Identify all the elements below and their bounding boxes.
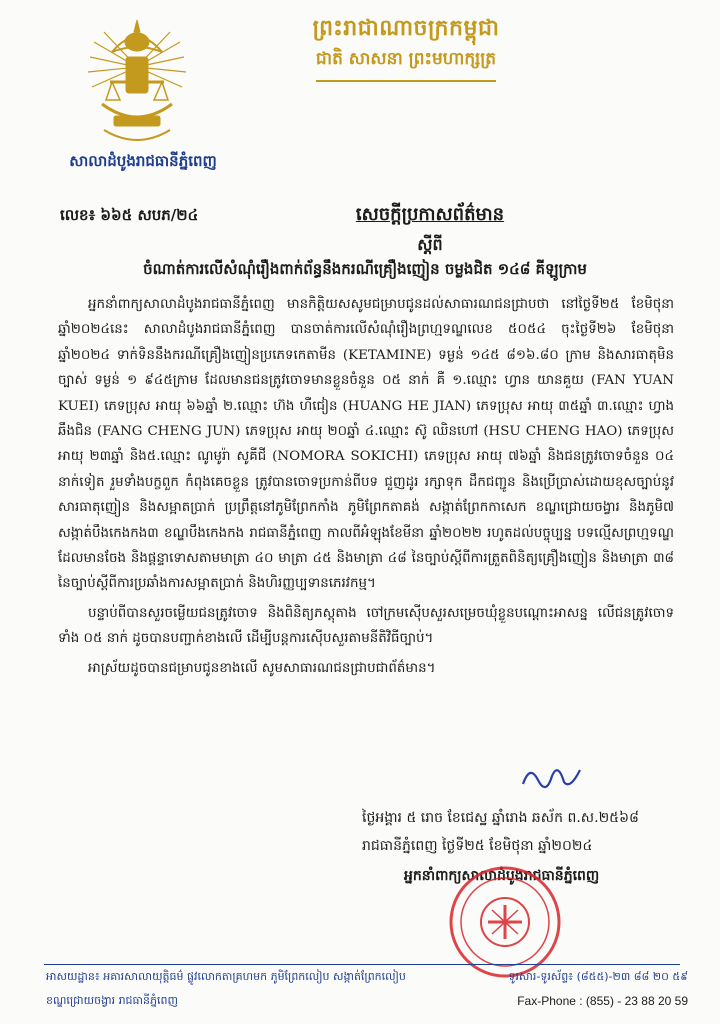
footer-address-line1: អាសយដ្ឋាន៖ អគារសាលាយុត្តិធម៌ ផ្លូវលោកតាគ្រហមក ភូមិព្រែកលៀប សង្កាត់ព្រែកលៀប [46,970,406,983]
footer-divider [44,964,680,965]
red-official-seal-icon [430,860,580,980]
motto-divider [316,80,496,82]
national-motto: ជាតិ សាសនា ព្រះមហាក្សត្រ [315,49,497,69]
paragraph-1: អ្នកនាំពាក្យសាលាដំបូងរាជធានីភ្នំពេញ មានកិត្តិយសសូមជម្រាបជូនដល់សាធារណជនជ្រាបថា នៅថ្ងៃទី២៥ ខែមិថុនា ឆ្នាំ២០២៤នេះ សាលាដំបូងរាជធានីភ្នំពេញ បានចាត់ការលើសំណុំរឿងព្រហ្មទណ្ឌលេខ ៥០៥៤ ចុះថ្ងៃទី២៦ ខែមិថុនា ឆ្នាំ២០២៤ ទាក់ទិននឹងករណីគ្រឿងញៀនប្រភេទកេតាមីន (KETAMINE) ទម្ងន់ ១៤៥ ៨១៦.៨០ ក្រាម និងសារធាតុមិនច្បាស់ ទម្ងន់ ១ ៩៤៥ក្រាម ដែលមានជនត្រូវចោទមានខ្លួនចំនួន ០៥ នាក់ គឺ ១.ឈ្មោះ ហ្វាន យានគួយ (FAN YUAN KUEI) ភេទប្រុស អាយុ ៦៦ឆ្នាំ ២.ឈ្មោះ ហ៊ង ហឺជៀន (HUANG HE JIAN) ភេទប្រុស អាយុ ៣៥ឆ្នាំ ៣.ឈ្មោះ ហ្វាង ឆឹងជិន (FANG CHENG JUN) ភេទប្រុស អាយុ ២០ឆ្នាំ ៤.ឈ្មោះ ស៊ូ ឈិនហៅ (HSU CHENG HAO) ភេទប្រុស អាយុ ២៣ឆ្នាំ និង៥.ឈ្មោះ ណូមូរ៉ា សូគីជី (NOMORA SOKICHI) ភេទប្រុស អាយុ ៧៦ឆ្នាំ និងជនត្រូវចោទចំនួន ០៤ នាក់ទៀត រួមទាំងបក្ខពួក កំពុងគេចខ្លួន ត្រូវបានចោទប្រកាន់ពីបទ ជួញដូរ រក្សាទុក ដឹកជញ្ជូន និងប្រើប្រាស់ដោយខុសច្បាប់នូវសារធាតុញៀន និងសម្អាតប្រាក់ ប្រព្រឹត្តនៅភូមិព្រែកកាំង ភូមិព្រែកតាគង់ សង្កាត់ព្រែកកាសេក ខណ្ឌជ្រោយចង្វារ និងភូមិ៧ សង្កាត់បឹងកេងកង៣ ខណ្ឌបឹងកេងកង រាជធានីភ្នំពេញ កាលពីអំឡុងខែមីនា ឆ្នាំ២០២២ រហូតដល់បច្ចុប្បន្ន បទល្មើសព្រហ្មទណ្ឌដែលមានចែង និងផ្ដន្ទាទោសតាមមាត្រា ៤០ មាត្រា ៤៥ និងមាត្រា ៤៨ នៃច្បាប់ស្ដីពីការត្រួតពិនិត្យគ្រឿងញៀន និងមាត្រា ៣៨ នៃច្បាប់ស្ដីពីការប្រឆាំងការសម្អាតប្រាក់ និងហិរញ្ញប្បទានភេរវកម្ម។ [58,297,674,592]
handwritten-signature-icon [518,756,588,796]
footer-phone: ទូរសារ-ទូរស័ព្ទ៖ (៨៥៥)-២៣ ៨៨ ២០ ៥៩ [508,970,688,983]
document-number: លេខ៖ ៦៦៥ សបភ/២៤ [60,206,199,224]
footer-fax: Fax-Phone : (855) - 23 88 20 59 [517,994,688,1008]
court-name: សាលាដំបូងរាជធានីភ្នំពេញ [69,152,217,170]
paragraph-3: អាស្រ័យដូចបានជម្រាបជូនខាងលើ សូមសាធារណជនជ្រាបជាព័ត៌មាន។ [88,660,436,676]
document-subject: ចំណាត់ការលើសំណុំរឿងពាក់ព័ន្ធនឹងករណីគ្រឿងញៀន ចម្លងជិត ១៤៨ គីឡូក្រាម [143,260,587,278]
lunar-date: ថ្ងៃអង្គារ ៥ រោច ខែជេស្ឋ ឆ្នាំរោង ឆស័ក ព.ស.២៥៦៨ [362,810,639,826]
footer-address-line2: ខណ្ឌជ្រោយចង្វារ រាជធានីភ្នំពេញ [46,994,178,1007]
paragraph-2: បន្ទាប់ពីបានសួរចម្លើយជនត្រូវចោទ និងពិនិត្យភស្តុតាង ចៅក្រមស៊ើបសួរសម្រេចឃុំខ្លួនបណ្ដោះអាសន្ន លើជនត្រូវចោទទាំង ០៥ នាក់ ដូចបានបញ្ជាក់ខាងលើ ដើម្បីបន្តការស៊ើបសួរតាមនីតិវិធីច្បាប់។ [58,605,674,647]
royal-coat-of-arms-icon [82,12,192,152]
document-subtitle: ស្ដីពី [417,235,443,254]
place-date: រាជធានីភ្នំពេញ ថ្ងៃទី២៥ ខែមិថុនា ឆ្នាំ២០២៤ [362,838,593,854]
document-body [58,292,674,685]
kingdom-title: ព្រះរាជាណាចក្រកម្ពុជា [312,15,500,41]
document-title: សេចក្ដីប្រកាសព័ត៌មាន [355,204,505,225]
signer-title: អ្នកនាំពាក្យសាលាដំបូងរាជធានីភ្នំពេញ [404,868,600,884]
